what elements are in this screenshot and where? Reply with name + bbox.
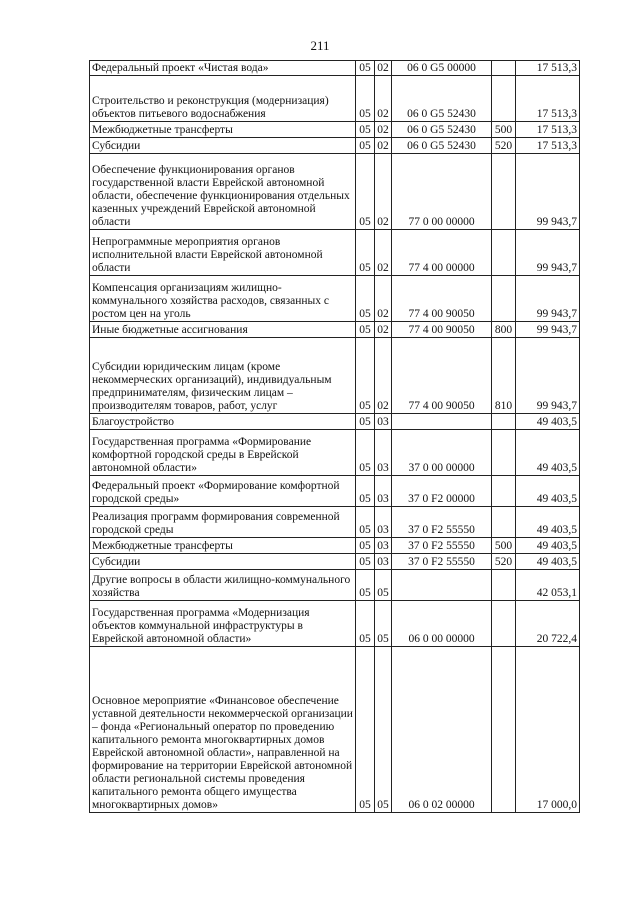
row-name: Субсидии: [90, 138, 356, 154]
row-section-code: 05: [356, 570, 375, 601]
row-name: Другие вопросы в области жилищно-коммунального хозяйства: [90, 570, 356, 601]
row-amount: 17 513,3: [516, 61, 580, 76]
table-row: [90, 322, 580, 338]
row-expense-type-code: [492, 647, 516, 813]
row-name: Основное мероприятие «Финансовое обеспечение уставной деятельности некоммерческой организации – фонда «Региональный оператор по проведению капитального ремонта многоквартирных домов Еврейской автономной области», направленной на формирование на территории Еврейской автономной области региональной системы проведения капитального ремонта общего имущества многоквартирных домов»: [90, 647, 356, 813]
row-subsection-code: 02: [375, 338, 392, 414]
row-section-code: 05: [356, 338, 375, 414]
row-name: Строительство и реконструкция (модернизация) объектов питьевого водоснабжения: [90, 76, 356, 122]
row-subsection-code: 05: [375, 570, 392, 601]
row-expense-type-code: [492, 601, 516, 647]
row-expense-type-code: 500: [492, 122, 516, 138]
row-target-code: 77 4 00 00000: [392, 230, 492, 276]
row-name: Реализация программ формирования современной городской среды: [90, 507, 356, 538]
row-target-code: 06 0 G5 52430: [392, 122, 492, 138]
row-target-code: 06 0 00 00000: [392, 601, 492, 647]
row-target-code: 37 0 00 00000: [392, 430, 492, 476]
row-subsection-code: 02: [375, 276, 392, 322]
row-amount: 49 403,5: [516, 430, 580, 476]
table-row: [90, 554, 580, 570]
row-subsection-code: 02: [375, 76, 392, 122]
row-expense-type-code: [492, 476, 516, 507]
row-amount: 49 403,5: [516, 507, 580, 538]
row-name: Государственная программа «Модернизация объектов коммунальной инфраструктуры в Еврейской автономной области»: [90, 601, 356, 647]
row-target-code: [392, 414, 492, 430]
row-expense-type-code: [492, 154, 516, 230]
row-subsection-code: 02: [375, 322, 392, 338]
row-name: Благоустройство: [90, 414, 356, 430]
row-subsection-code: 03: [375, 414, 392, 430]
table-row: [90, 61, 580, 76]
row-amount: 99 943,7: [516, 154, 580, 230]
row-section-code: 05: [356, 76, 375, 122]
row-expense-type-code: [492, 570, 516, 601]
row-name: Субсидии: [90, 554, 356, 570]
row-expense-type-code: 520: [492, 138, 516, 154]
row-name: Обеспечение функционирования органов государственной власти Еврейской автономной области, обеспечение функционирования отдельных казенных учреждений Еврейской автономной области: [90, 154, 356, 230]
table-row: [90, 122, 580, 138]
row-expense-type-code: 500: [492, 538, 516, 554]
row-section-code: 05: [356, 322, 375, 338]
budget-table-body: [90, 61, 580, 813]
row-amount: 17 000,0: [516, 647, 580, 813]
row-subsection-code: 02: [375, 230, 392, 276]
row-name: Компенсация организациям жилищно-коммунального хозяйства расходов, связанных с ростом цен на уголь: [90, 276, 356, 322]
row-name: Федеральный проект «Формирование комфортной городской среды»: [90, 476, 356, 507]
row-expense-type-code: [492, 430, 516, 476]
table-row: [90, 338, 580, 414]
row-target-code: 77 4 00 90050: [392, 276, 492, 322]
row-section-code: 05: [356, 414, 375, 430]
table-row: [90, 476, 580, 507]
row-expense-type-code: [492, 276, 516, 322]
table-row: [90, 430, 580, 476]
row-subsection-code: 03: [375, 507, 392, 538]
row-amount: 20 722,4: [516, 601, 580, 647]
row-subsection-code: 02: [375, 61, 392, 76]
row-amount: 49 403,5: [516, 476, 580, 507]
row-section-code: 05: [356, 154, 375, 230]
row-target-code: 77 0 00 00000: [392, 154, 492, 230]
row-subsection-code: 05: [375, 601, 392, 647]
row-amount: 49 403,5: [516, 414, 580, 430]
row-subsection-code: 03: [375, 476, 392, 507]
row-amount: 17 513,3: [516, 76, 580, 122]
row-target-code: 37 0 F2 55550: [392, 538, 492, 554]
row-expense-type-code: [492, 507, 516, 538]
row-target-code: 06 0 G5 52430: [392, 76, 492, 122]
table-row: [90, 601, 580, 647]
row-target-code: 06 0 02 00000: [392, 647, 492, 813]
row-subsection-code: 03: [375, 538, 392, 554]
row-section-code: 05: [356, 554, 375, 570]
row-subsection-code: 02: [375, 154, 392, 230]
row-amount: 99 943,7: [516, 230, 580, 276]
row-section-code: 05: [356, 276, 375, 322]
table-row: [90, 76, 580, 122]
row-target-code: 37 0 F2 00000: [392, 476, 492, 507]
row-target-code: 06 0 G5 52430: [392, 138, 492, 154]
row-amount: 49 403,5: [516, 538, 580, 554]
budget-table: [89, 60, 580, 813]
table-row: [90, 276, 580, 322]
row-name: Межбюджетные трансферты: [90, 122, 356, 138]
table-row: [90, 507, 580, 538]
row-name: Федеральный проект «Чистая вода»: [90, 61, 356, 76]
row-name: Непрограммные мероприятия органов исполнительной власти Еврейской автономной области: [90, 230, 356, 276]
row-subsection-code: 02: [375, 122, 392, 138]
row-amount: 42 053,1: [516, 570, 580, 601]
table-row: [90, 647, 580, 813]
row-section-code: 05: [356, 230, 375, 276]
row-target-code: [392, 570, 492, 601]
row-subsection-code: 03: [375, 554, 392, 570]
row-section-code: 05: [356, 122, 375, 138]
row-name: Субсидии юридическим лицам (кроме некоммерческих организаций), индивидуальным предпринимателям, физическим лицам – производителям товаров, работ, услуг: [90, 338, 356, 414]
row-expense-type-code: 810: [492, 338, 516, 414]
row-section-code: 05: [356, 647, 375, 813]
row-expense-type-code: 520: [492, 554, 516, 570]
row-target-code: 37 0 F2 55550: [392, 507, 492, 538]
row-section-code: 05: [356, 476, 375, 507]
row-section-code: 05: [356, 430, 375, 476]
row-section-code: 05: [356, 507, 375, 538]
row-amount: 99 943,7: [516, 276, 580, 322]
row-section-code: 05: [356, 61, 375, 76]
table-row: [90, 230, 580, 276]
row-expense-type-code: [492, 61, 516, 76]
table-row: [90, 154, 580, 230]
table-row: [90, 570, 580, 601]
row-amount: 17 513,3: [516, 122, 580, 138]
row-subsection-code: 05: [375, 647, 392, 813]
row-expense-type-code: [492, 414, 516, 430]
row-name: Иные бюджетные ассигнования: [90, 322, 356, 338]
row-name: Государственная программа «Формирование комфортной городской среды в Еврейской автономной области»: [90, 430, 356, 476]
row-section-code: 05: [356, 601, 375, 647]
row-amount: 99 943,7: [516, 322, 580, 338]
row-expense-type-code: [492, 230, 516, 276]
row-subsection-code: 02: [375, 138, 392, 154]
table-row: [90, 138, 580, 154]
row-target-code: 77 4 00 90050: [392, 338, 492, 414]
table-row: [90, 538, 580, 554]
row-amount: 17 513,3: [516, 138, 580, 154]
table-row: [90, 414, 580, 430]
row-amount: 99 943,7: [516, 338, 580, 414]
row-section-code: 05: [356, 538, 375, 554]
row-expense-type-code: 800: [492, 322, 516, 338]
row-target-code: 77 4 00 90050: [392, 322, 492, 338]
row-amount: 49 403,5: [516, 554, 580, 570]
row-expense-type-code: [492, 76, 516, 122]
row-subsection-code: 03: [375, 430, 392, 476]
row-target-code: 06 0 G5 00000: [392, 61, 492, 76]
page-number: 211: [310, 38, 330, 53]
row-target-code: 37 0 F2 55550: [392, 554, 492, 570]
row-name: Межбюджетные трансферты: [90, 538, 356, 554]
row-section-code: 05: [356, 138, 375, 154]
